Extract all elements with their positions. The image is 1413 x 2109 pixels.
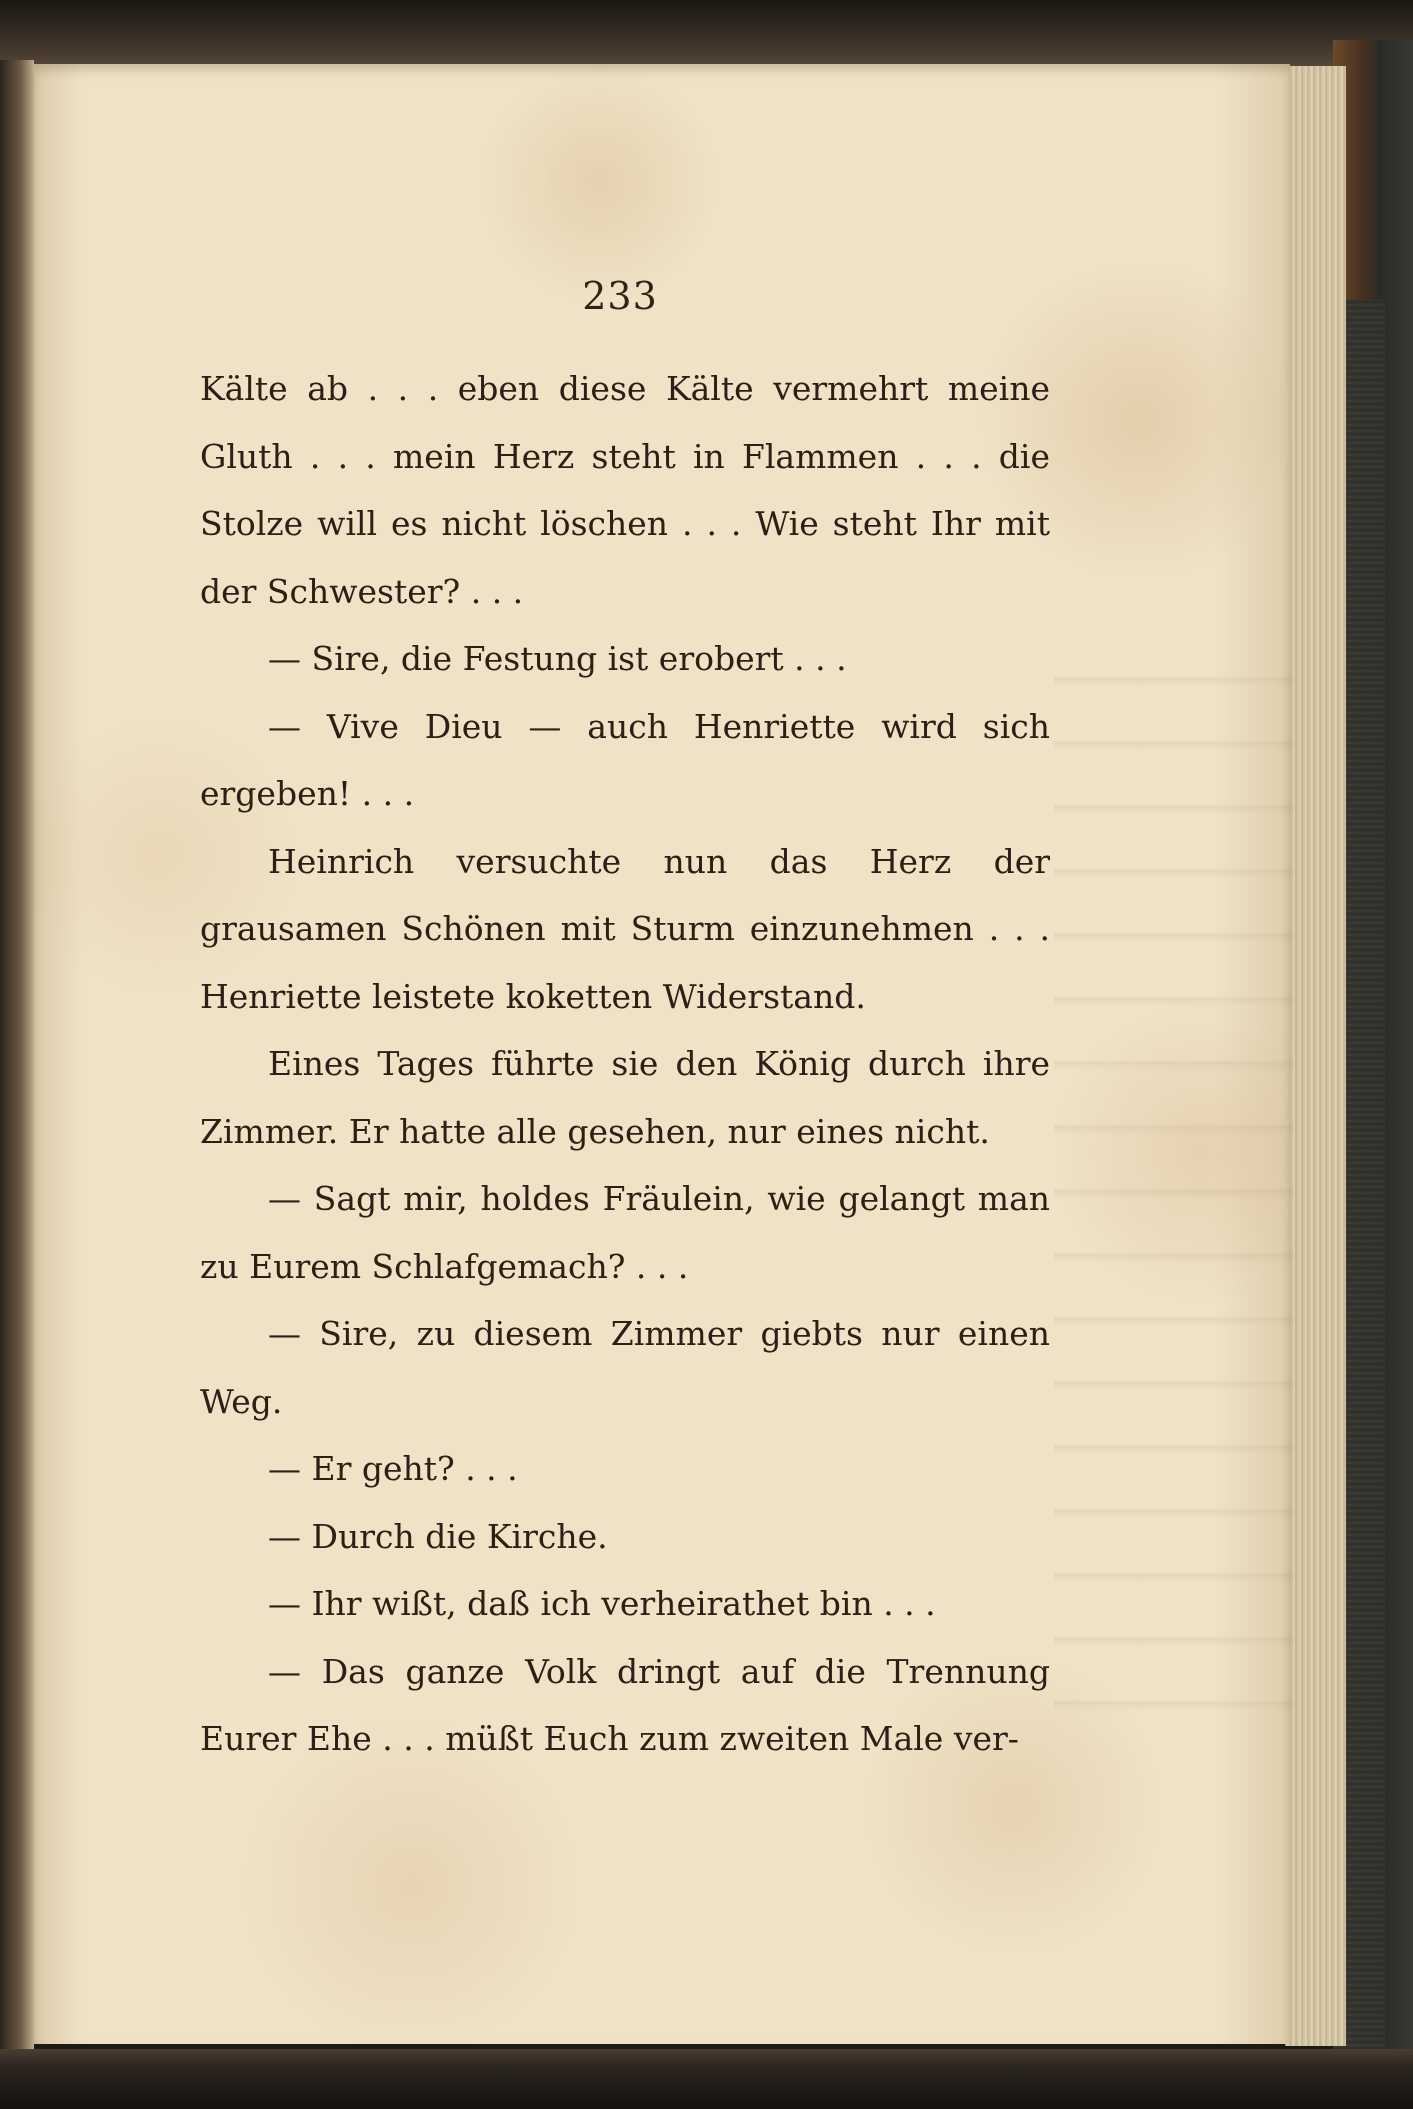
page-stack-edges [1285, 66, 1346, 2046]
paragraph: — Sagt mir, holdes Fräulein, wie gelangt man zu Eurem Schlafgemach? . . . [200, 1179, 1050, 1286]
page-text [200, 355, 1050, 1773]
paragraph: — Vive Dieu — auch Henriette wird sich ergeben! . . . [200, 706, 1050, 813]
paragraph: — Durch die Kirche. [268, 1516, 608, 1556]
book-cover-top-edge [0, 0, 1413, 70]
book-cover-left-edge [0, 60, 34, 2050]
paragraph: — Das ganze Volk dringt auf die Trennung Eurer Ehe . . . müßt Euch zum zweiten Male ver- [200, 1651, 1050, 1758]
paragraph: — Ihr wißt, daß ich verheirathet bin . . . [268, 1584, 936, 1623]
show-through-text [1054, 624, 1294, 1724]
page-number: 233 [582, 274, 658, 318]
paragraph: — Er geht? . . . [268, 1449, 518, 1488]
book-cover-bottom-edge [0, 2049, 1413, 2109]
paragraph: Eines Tages führte sie den König durch ihre Zimmer. Er hatte alle gesehen, nur eines nicht. [200, 1044, 1050, 1151]
paragraph: — Sire, zu diesem Zimmer giebts nur einen Weg. [200, 1314, 1050, 1421]
paragraph: Kälte ab . . . eben diese Kälte vermehrt meine Gluth . . . mein Herz steht in Flammen . . . die Stolze will es nicht löschen . . . Wie steht Ihr mit der Schwester? . . . [200, 369, 1050, 611]
paragraph: Heinrich versuchte nun das Herz der grausamen Schönen mit Sturm einzunehmen . . . Henriette leistete koketten Widerstand. [200, 841, 1050, 1016]
paragraph: — Sire, die Festung ist erobert . . . [268, 639, 847, 678]
